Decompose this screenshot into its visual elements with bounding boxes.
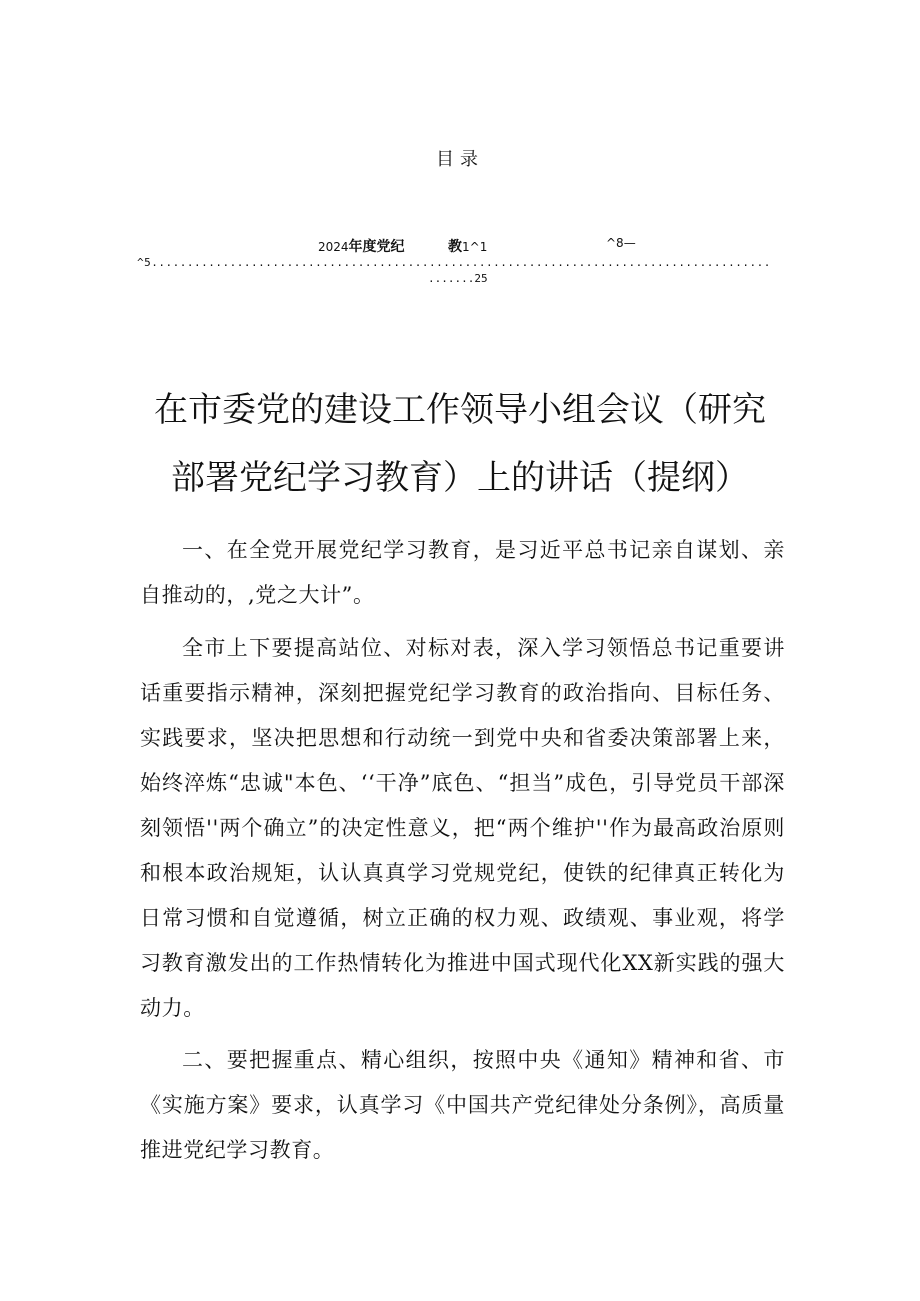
toc-leader-dots: ^5....................................................................................... <box>137 256 771 269</box>
toc-entry-code: 1^1 <box>462 240 488 254</box>
toc-entry-year: 2024 <box>318 240 349 254</box>
toc-page-number: .......25 <box>428 272 488 285</box>
document-title-line-1: 在市委党的建设工作领导小组会议（研究 <box>154 390 766 430</box>
body-paragraph-3: 二、要把握重点、精心组织，按照中央《通知》精神和省、市《实施方案》要求，认真学习《中国共产党纪律处分条例》，高质量推进党纪学习教育。 <box>140 1048 785 1162</box>
toc-entry-char: 教 <box>448 239 462 255</box>
toc-entry-middle <box>448 236 487 256</box>
body-paragraph-2: 全市上下要提高站位、对标对表，深入学习领悟总书记重要讲话重要指示精神，深刻把握党纪学习教育的政治指向、目标任务、实践要求，坚决把思想和行动统一到党中央和省委决策部署上来，始终淬炼“忠诚"本色、‘‘干净”底色、“担当”成色，引导党员干部深刻领悟''两个确立”的决定性意义，把“两个维护''作为最高政治原则和根本政治规矩，认认真真学习党规党纪，使铁的纪律真正转化为日常习惯和自觉遵循，树立正确的权力观、政绩观、事业观，将学习教育激发出的工作热情转化为推进中国式现代化XX新实践的强大动力。 <box>140 636 785 1020</box>
toc-entry-label: 年度党纪 <box>348 239 405 255</box>
toc-entry-start[interactable] <box>318 236 405 256</box>
toc-title: 目录 <box>436 149 484 170</box>
toc-entry-end: ^8— <box>606 236 636 250</box>
body-paragraph-1: 一、在全党开展党纪学习教育，是习近平总书记亲自谋划、亲自推动的，,党之大计”。 <box>140 538 785 607</box>
document-title-line-2: 部署党纪学习教育）上的讲话（提纲） <box>171 458 749 498</box>
